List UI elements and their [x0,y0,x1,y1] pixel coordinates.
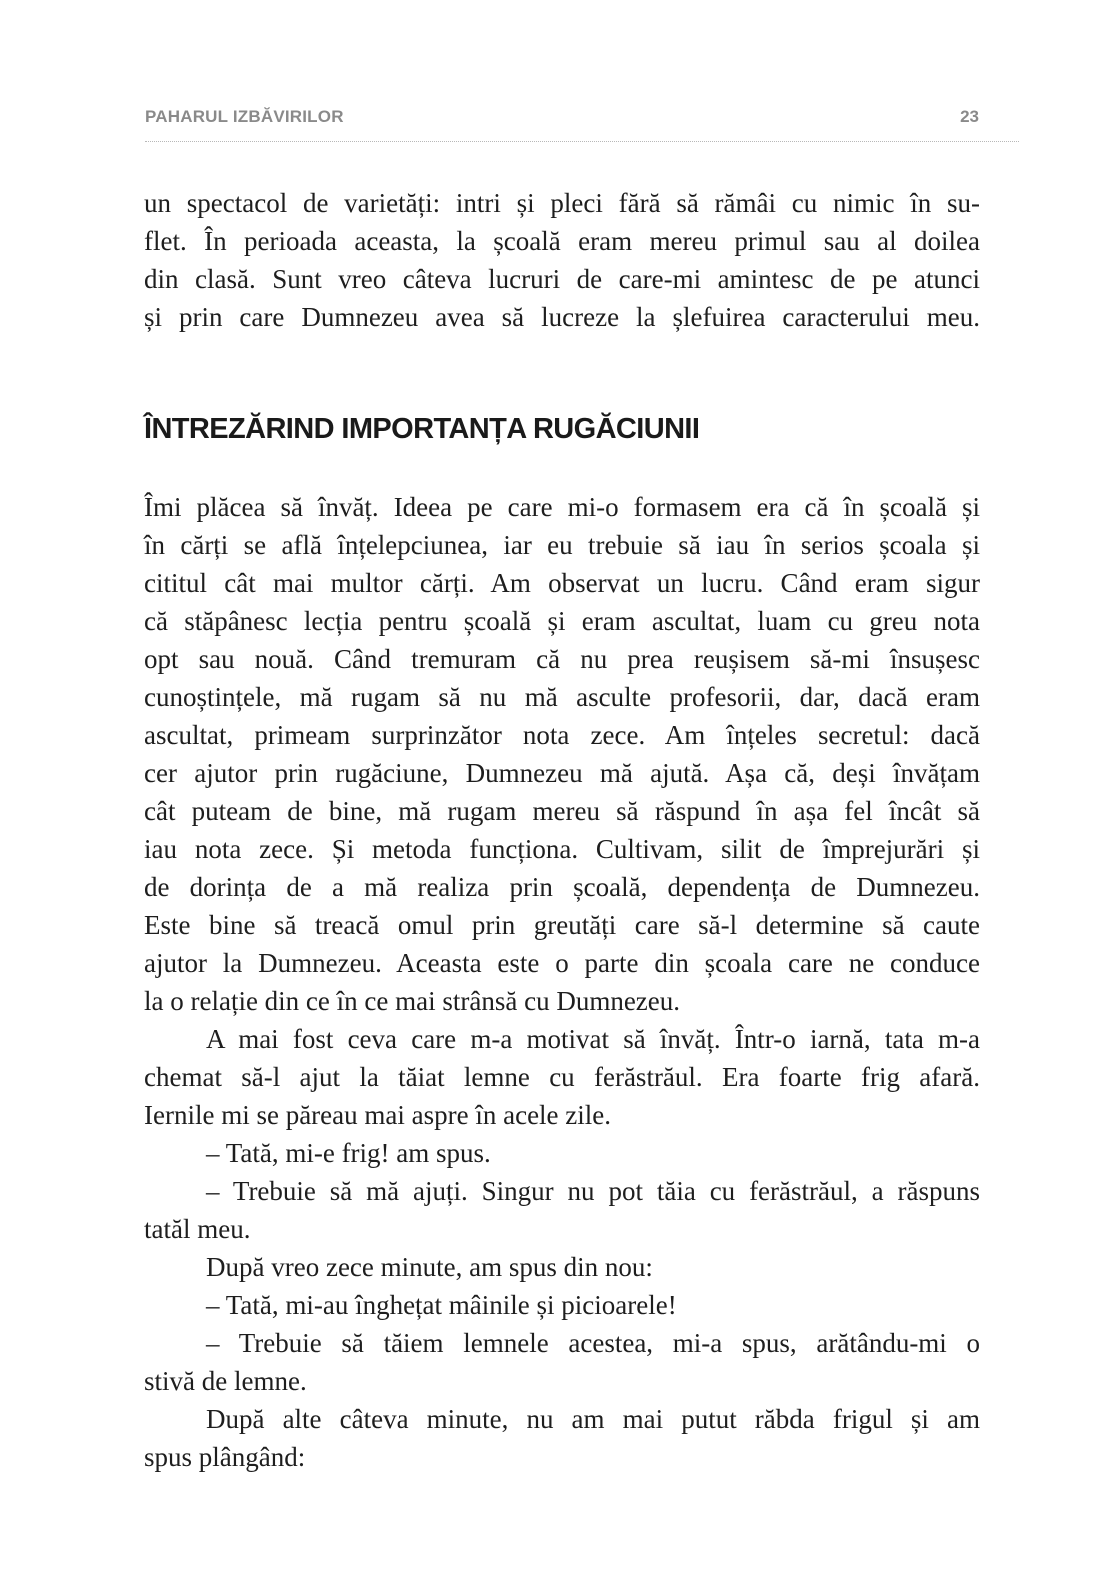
text-line: stivă de lemne. [144,1366,307,1396]
text-line: tatăl meu. [144,1214,251,1244]
text-line: cititul cât mai multor cărți. Am observat un lucru. Când eram sigur [144,568,980,598]
text-line: După alte câteva minute, nu am mai putut răbda frigul și am [206,1404,980,1434]
page-number: 23 [960,107,979,126]
text-line: cât puteam de bine, mă rugam mereu să răspund în așa fel încât să [144,796,980,826]
text-line: cunoștințele, mă rugam să nu mă asculte profesorii, dar, dacă eram [144,682,980,712]
text-line: și prin care Dumnezeu avea să lucreze la șlefuirea caracterului meu. [144,302,980,332]
text-line: opt sau nouă. Când tremuram că nu prea reușisem să-mi însușesc [144,644,980,674]
text-line: că stăpânesc lecția pentru școală și eram ascultat, luam cu greu nota [144,606,980,636]
text-line: ascultat, primeam surprinzător nota zece. Am înțeles secretul: dacă [144,720,980,750]
text-line: Este bine să treacă omul prin greutăți care să-l determine să caute [144,910,980,940]
text-line: de dorința de a mă realiza prin școală, dependența de Dumnezeu. [144,872,980,902]
text-line: Îmi plăcea să învăț. Ideea pe care mi-o formasem era că în școală și [144,492,980,522]
text-line: din clasă. Sunt vreo câteva lucruri de care-mi amintesc de pe atunci [144,264,980,294]
text-line: iau nota zece. Și metoda funcționa. Cultivam, silit de împrejurări și [144,834,980,864]
dialogue-line: – Trebuie să mă ajuți. Singur nu pot tăia cu ferăstrăul, a răspuns [206,1176,980,1206]
running-header [145,104,979,132]
text-line: Iernile mi se păreau mai aspre în acele zile. [144,1100,612,1130]
text-line: ajutor la Dumnezeu. Aceasta este o parte din școala care ne conduce [144,948,980,978]
text-line: După vreo zece minute, am spus din nou: [206,1252,653,1282]
text-line: la o relație din ce în ce mai strânsă cu Dumnezeu. [144,986,681,1016]
dialogue-line: – Tată, mi-e frig! am spus. [206,1138,491,1168]
text-line: spus plângând: [144,1442,306,1472]
running-title: PAHARUL IZBĂVIRILOR [145,107,344,126]
section-heading: ÎNTREZĂRIND IMPORTANȚA RUGĂCIUNII [144,413,700,445]
text-line: cer ajutor prin rugăciune, Dumnezeu mă ajută. Așa că, deși învățam [144,758,980,788]
dialogue-line: – Tată, mi-au înghețat mâinile și picioarele! [206,1290,677,1320]
text-line: chemat să-l ajut la tăiat lemne cu ferăstrăul. Era foarte frig afară. [144,1062,980,1092]
dialogue-line: – Trebuie să tăiem lemnele acestea, mi-a spus, arătându-mi o [206,1328,980,1358]
header-divider [145,141,1019,142]
text-line: în cărți se află înțelepciunea, iar eu trebuie să iau în serios școala și [144,530,980,560]
text-line: A mai fost ceva care m-a motivat să învăț. Într-o iarnă, tata m-a [206,1024,980,1054]
text-line: flet. În perioada aceasta, la școală eram mereu primul sau al doilea [144,226,980,256]
text-line: un spectacol de varietăți: intri și pleci fără să rămâi cu nimic în su- [144,188,980,218]
